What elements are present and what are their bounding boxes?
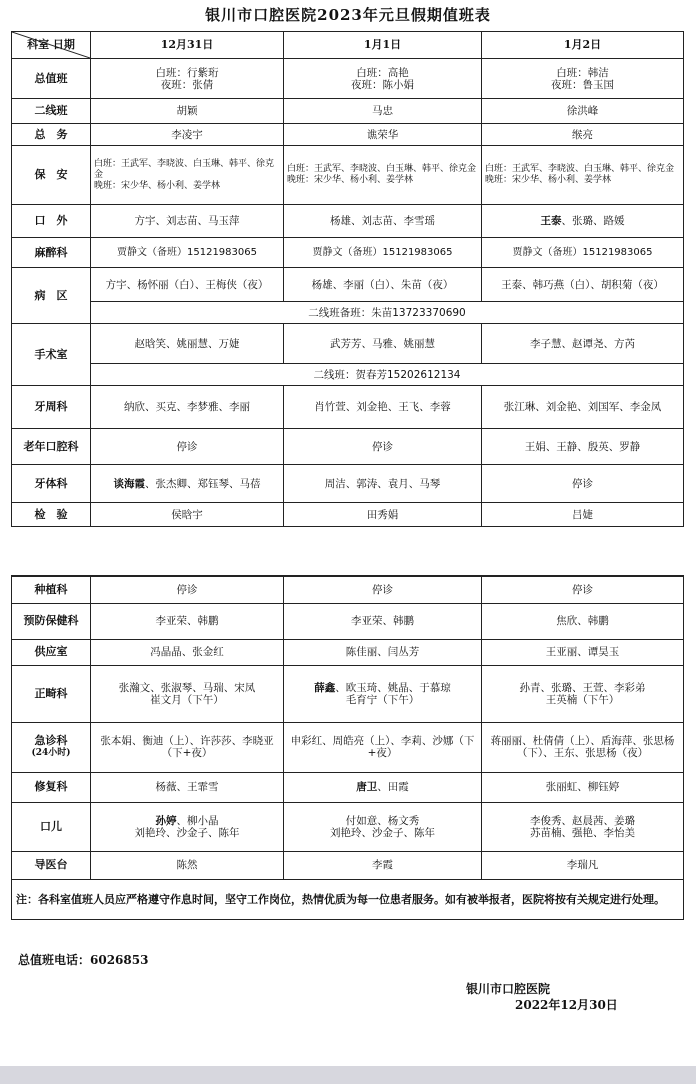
date-header-2: 1月1日 bbox=[284, 32, 482, 59]
dept-label: 老年口腔科 bbox=[12, 429, 91, 465]
dept-label: 二线班 bbox=[12, 99, 91, 124]
duty-cell: 王泰、韩巧燕（白）、胡积菊（夜） bbox=[482, 268, 684, 302]
dept-label: 口儿 bbox=[12, 802, 91, 851]
duty-cell: 杨薇、王霏雪 bbox=[91, 772, 284, 802]
date-header-1: 12月31日 bbox=[91, 32, 284, 59]
signature-date: 2022年12月30日 bbox=[515, 998, 618, 1012]
duty-cell: 李瑞凡 bbox=[482, 851, 684, 879]
duty-cell: 贾静文（备班）15121983065 bbox=[91, 238, 284, 268]
duty-cell: 缑亮 bbox=[482, 124, 684, 146]
notice-text: 注：各科室值班人员应严格遵守作息时间，坚守工作岗位，热情优质为每一位患者服务。如有被举报者，医院将按有关规定进行处理。 bbox=[12, 879, 684, 919]
duty-cell: 周洁、郭涛、袁月、马琴 bbox=[284, 465, 482, 503]
duty-cell: 马忠 bbox=[284, 99, 482, 124]
duty-cell: 胡颖 bbox=[91, 99, 284, 124]
corner-date-label: 日期 bbox=[52, 38, 75, 51]
duty-cell: 张瀚文、张淑琴、马瑞、宋凤 崔文月（下午） bbox=[91, 665, 284, 722]
duty-cell: 徐洪峰 bbox=[482, 99, 684, 124]
duty-cell: 吕婕 bbox=[482, 503, 684, 527]
duty-cell: 白班：高艳 夜班：陈小娟 bbox=[284, 59, 482, 99]
dept-label: 导医台 bbox=[12, 851, 91, 879]
dept-label: 检 验 bbox=[12, 503, 91, 527]
duty-cell: 停诊 bbox=[284, 429, 482, 465]
duty-table-bottom bbox=[11, 575, 684, 920]
dept-label: 病 区 bbox=[12, 268, 91, 324]
dept-label: 总值班 bbox=[12, 59, 91, 99]
duty-cell: 孙青、张璐、王萱、李彩弟 王英楠（下午） bbox=[482, 665, 684, 722]
duty-cell: 白班：王武军、李晓波、白玉琳、韩平、徐克金 晚班：宋少华、杨小利、姜学林 bbox=[284, 146, 482, 205]
duty-cell: 赵晗笑、姚丽慧、万婕 bbox=[91, 324, 284, 364]
duty-cell: 李亚荣、韩鹏 bbox=[91, 603, 284, 639]
duty-cell: 纳欣、买克、李梦雅、李丽 bbox=[91, 386, 284, 429]
signature-org: 银川市口腔医院 bbox=[466, 982, 551, 996]
duty-cell: 停诊 bbox=[284, 576, 482, 603]
duty-cell: 孙婷、柳小晶 刘艳玲、沙金子、陈年 bbox=[91, 802, 284, 851]
corner-dept-label: 科室 bbox=[27, 38, 50, 51]
duty-cell: 王娟、王静、殷英、罗静 bbox=[482, 429, 684, 465]
duty-cell: 蒋丽丽、杜倩倩（上）、盾海萍、张思杨（下）、王东、张思杨（夜） bbox=[482, 722, 684, 772]
dept-label: 正畸科 bbox=[12, 665, 91, 722]
dept-label: 预防保健科 bbox=[12, 603, 91, 639]
duty-cell: 陈佳丽、闫丛芳 bbox=[284, 639, 482, 665]
duty-cell: 停诊 bbox=[91, 576, 284, 603]
dept-label: 牙体科 bbox=[12, 465, 91, 503]
duty-cell: 付如意、杨文秀 刘艳玲、沙金子、陈年 bbox=[284, 802, 482, 851]
duty-cell: 白班：韩洁 夜班：鲁玉国 bbox=[482, 59, 684, 99]
duty-cell: 谯荣华 bbox=[284, 124, 482, 146]
duty-table-top bbox=[11, 31, 684, 527]
duty-cell: 贾静文（备班）15121983065 bbox=[284, 238, 482, 268]
dept-label: 麻醉科 bbox=[12, 238, 91, 268]
duty-cell: 李子慧、赵谭尧、方芮 bbox=[482, 324, 684, 364]
duty-cell: 杨雄、刘志苗、李雪瑶 bbox=[284, 205, 482, 238]
dept-label: 修复科 bbox=[12, 772, 91, 802]
page-title: 银川市口腔医院2023年元旦假期值班表 bbox=[205, 6, 491, 24]
dept-label: 供应室 bbox=[12, 639, 91, 665]
duty-cell: 武芳芳、马雅、姚丽慧 bbox=[284, 324, 482, 364]
hotline-text: 总值班电话：6026853 bbox=[18, 953, 149, 967]
corner-header bbox=[12, 32, 91, 59]
dept-label: 急诊科 (24小时) bbox=[12, 722, 91, 772]
dept-label: 保 安 bbox=[12, 146, 91, 205]
duty-cell: 白班：行紫珩 夜班：张倩 bbox=[91, 59, 284, 99]
dept-label: 种植科 bbox=[12, 576, 91, 603]
duty-cell: 方宇、刘志苗、马玉萍 bbox=[91, 205, 284, 238]
dept-label: 手术室 bbox=[12, 324, 91, 386]
duty-cell: 杨雄、李丽（白）、朱苗（夜） bbox=[284, 268, 482, 302]
duty-cell: 停诊 bbox=[482, 576, 684, 603]
duty-cell: 王泰、张璐、路媛 bbox=[482, 205, 684, 238]
date-header-3: 1月2日 bbox=[482, 32, 684, 59]
duty-cell: 侯晗宇 bbox=[91, 503, 284, 527]
duty-cell: 李凌宇 bbox=[91, 124, 284, 146]
dept-label: 口 外 bbox=[12, 205, 91, 238]
duty-cell: 李霞 bbox=[284, 851, 482, 879]
dept-label: 总 务 bbox=[12, 124, 91, 146]
duty-cell: 焦欣、韩鹏 bbox=[482, 603, 684, 639]
duty-cell: 薛鑫、欧玉琦、姚晶、于慕琼 毛育宁（下午） bbox=[284, 665, 482, 722]
duty-cell: 张江琳、刘金艳、刘国军、李金凤 bbox=[482, 386, 684, 429]
duty-cell: 王亚丽、谭昊玉 bbox=[482, 639, 684, 665]
duty-cell: 李俊秀、赵晨茜、姜璐 苏苗楠、强艳、李怡美 bbox=[482, 802, 684, 851]
viewer-footer-bar bbox=[0, 1066, 696, 1084]
duty-cell: 停诊 bbox=[91, 429, 284, 465]
duty-cell: 张本娟、衡迪（上）、许莎莎、李晓亚（下+夜） bbox=[91, 722, 284, 772]
duty-cell: 白班：王武军、李晓波、白玉琳、韩平、徐克金 晚班：宋少华、杨小利、姜学林 bbox=[482, 146, 684, 205]
duty-cell: 唐卫、田霞 bbox=[284, 772, 482, 802]
backup-note: 二线班备班：朱苗13723370690 bbox=[91, 302, 684, 324]
duty-cell: 冯晶晶、张金红 bbox=[91, 639, 284, 665]
duty-cell: 肖竹萱、刘金艳、王飞、李蓉 bbox=[284, 386, 482, 429]
duty-cell: 陈然 bbox=[91, 851, 284, 879]
duty-cell: 谈海霞、张杰卿、郑钰琴、马蓓 bbox=[91, 465, 284, 503]
duty-cell: 张丽虹、柳钰婷 bbox=[482, 772, 684, 802]
duty-cell: 申彩红、周皓亮（上）、李莉、沙娜（下+夜） bbox=[284, 722, 482, 772]
duty-cell: 李亚荣、韩鹏 bbox=[284, 603, 482, 639]
duty-cell: 停诊 bbox=[482, 465, 684, 503]
duty-cell: 贾静文（备班）15121983065 bbox=[482, 238, 684, 268]
duty-cell: 方宇、杨怀丽（白）、王梅侠（夜） bbox=[91, 268, 284, 302]
backup-note: 二线班：贺春芳15202612134 bbox=[91, 364, 684, 386]
dept-label: 牙周科 bbox=[12, 386, 91, 429]
duty-cell: 白班：王武军、李晓波、白玉琳、韩平、徐克金 晚班：宋少华、杨小利、姜学林 bbox=[91, 146, 284, 205]
duty-cell: 田秀娟 bbox=[284, 503, 482, 527]
